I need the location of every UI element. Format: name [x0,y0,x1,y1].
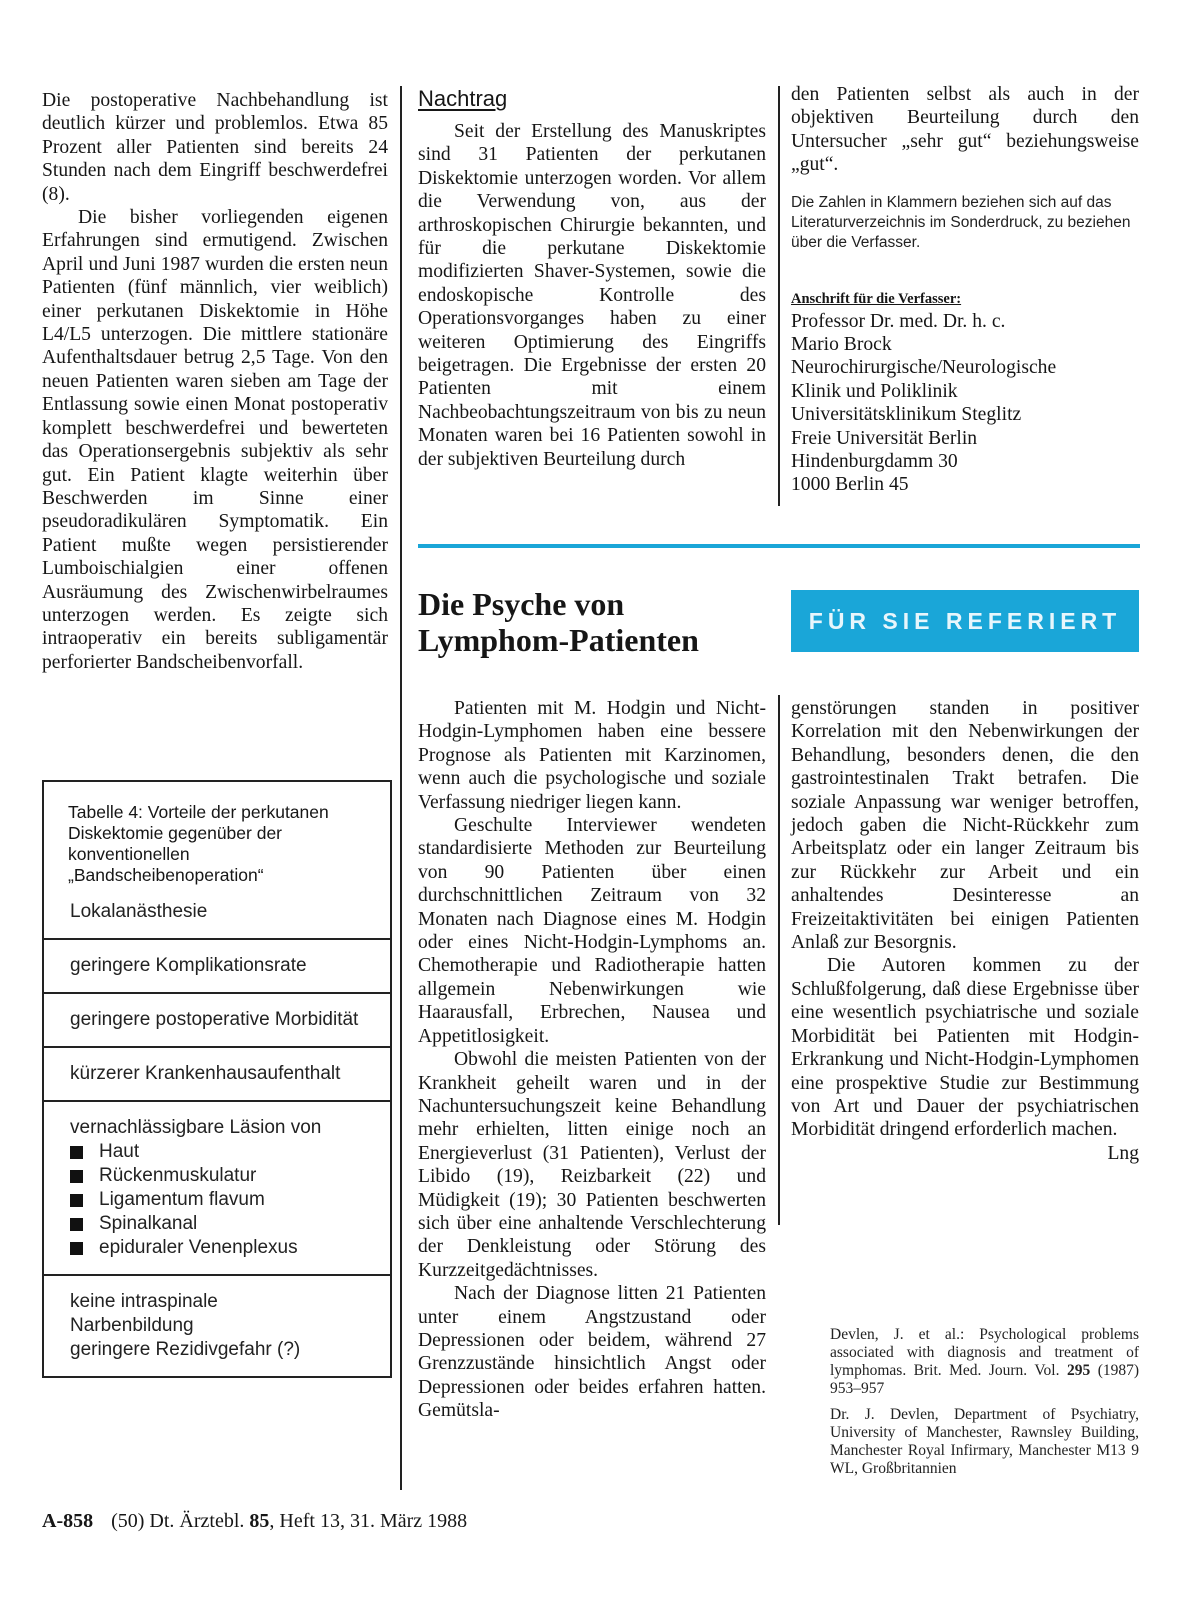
nachtrag-text: Seit der Erstellung des Manuskriptes sind 31 Patienten der perkutanen Diskektomie unterzogen worden. Vor allem die Verwendung von, aus der arthroskopischen Chirurgie bekannten, und für die perkutane Diskektomie modifizierten Shaver-Systemen, sowie die endoskopische Kontrolle des Operationsvorganges haben zu einer weiteren Optimierung des Eingriffs beigetragen. Die Ergebnisse der ersten 20 Patienten mit einem Nachbeobachtungszeitraum von bis zu neun Monaten waren bei 16 Patienten sowohl in der subjektiven Beurteilung durch [418,121,766,470]
article-title: Die Psyche von Lymphom-Patienten [418,586,699,658]
article-column-2 [791,697,1139,1165]
address-heading: Anschrift für die Verfasser: [791,290,962,307]
square-bullet-icon [70,1218,83,1231]
list-item [70,1164,376,1188]
paragraph: Die postoperative Nachbehandlung ist deutlich kürzer und problemlos. Etwa 85 Prozent aller Patienten sind bereits 24 Stunden nach dem Eingriff beschwerdefrei (8). [42,90,388,205]
address-block [791,291,1139,497]
nachtrag-section [418,86,766,471]
column-rule [778,86,780,506]
table-row-last [44,1274,390,1376]
table-row: geringere postoperative Morbidität [44,992,390,1046]
table-title: Tabelle 4: Vorteile der perkutanen Diskektomie gegenüber der konventionellen „Bandscheibenoperation“ [68,802,329,885]
left-column-text [42,89,388,674]
section-badge [791,590,1139,652]
table-row: kürzerer Krankenhausaufenthalt [44,1046,390,1100]
paragraph [791,954,1139,1164]
address-line: Neurochirurgische/Neurologische [791,357,1057,379]
citation-block [830,1326,1139,1478]
list-item [70,1188,376,1212]
page-footer [42,1510,467,1533]
list-item-label: Haut [99,1141,140,1162]
paragraph: Geschulte Interviewer wendeten standardisierte Methoden zur Beurteilung von 90 Patienten über einen durchschnittlichen Zeitraum von 32 Monaten nach Diagnose eines M. Hodgin oder eines Nicht-Hodgin-Lymphoms an. Chemotherapie und Radiotherapie hatten allgemein Nebenwirkungen wie Haarausfall, Erbrechen, Nausea und Appetitlosigkeit. [418,815,766,1047]
list-item [70,1236,376,1260]
citation: Devlen, J. et al.: Psychological problems associated with diagnosis and treatment of lymphomas. Brit. Med. Journ. Vol. 295 (1987) 953–957 [830,1326,1140,1397]
section-divider [418,544,1140,548]
table-line: keine intraspinale [70,1291,218,1312]
square-bullet-icon [70,1146,83,1159]
square-bullet-icon [70,1170,83,1183]
address-line: Universitätsklinikum Steglitz [791,404,1022,426]
list-item-label: Rückenmuskulatur [99,1165,257,1186]
address-line: Professor Dr. med. Dr. h. c. [791,310,1006,332]
paragraph: genstörungen standen in positiver Korrelation mit den Nebenwirkungen der Behandlung, besonders denen, die den gastrointestinalen Trakt betrafen. Die soziale Anpassung war weniger betroffen, jedoch gaben die Nicht-Rückkehr zum Arbeitsplatz oder ein langer Zeitraum bis zur Rückkehr zur Arbeit und ein anhaltendes Desinteresse an Freizeitaktivitäten bei einigen Patienten Anlaß zur Besorgnis. [791,698,1139,954]
table-4 [42,780,392,1378]
address-line: Mario Brock [791,334,892,356]
column-rule [400,86,402,1490]
list-item [70,1140,376,1164]
list-item-label: Spinalkanal [99,1213,198,1234]
article-column-1 [418,697,766,1423]
badge-label: FÜR SIE REFERIERT [808,607,1122,634]
lesion-label: vernachlässigbare Läsion von [70,1117,322,1138]
address-line: Hindenburgdamm 30 [791,451,958,473]
paragraph: Die bisher vorliegenden eigenen Erfahrungen sind ermutigend. Zwischen April und Juni 1987 wurden die ersten neun Patienten (fünf männlich, vier weiblich) einer perkutanen Diskektomie in Höhe L4/L5 unterzogen. Die mittlere stationäre Aufenthaltsdauer betrug 2,5 Tage. Von den neuen Patienten waren sieben am Tage der Entlassung sowie einen Monat postoperativ komplett beschwerdefrei und bewerteten das Operationsergebnis subjektiv als sehr gut. Ein Patient klagte weiterhin über Beschwerden im Sinne einer pseudoradikulären Symptomatik. Ein Patient mußte wegen persistierender Lumboischialgien einer offenen Ausräumung des Zwischenwirbelraumes unterzogen werden. Es zeigte sich intraoperativ ein bereits subligamentär perforierter Bandscheibenvorfall. [42,207,388,673]
square-bullet-icon [70,1242,83,1255]
continuation-text: den Patienten selbst als auch in der objektiven Beurteilung durch den Untersucher „sehr gut“ beziehungsweise „gut“. [791,84,1139,176]
list-item-label: Ligamentum flavum [99,1189,265,1210]
signature: Lng [1107,1142,1139,1164]
table-row: Lokalanästhesie [70,901,208,922]
list-item-label: epiduraler Venenplexus [99,1237,298,1258]
paragraph: Patienten mit M. Hodgin und Nicht-Hodgin-Lymphomen haben eine bessere Prognose als Patienten mit Karzinomen, wenn auch die psychologische und soziale Verfassung niedriger liegen kann. [418,698,766,813]
nachtrag-heading: Nachtrag [418,86,508,111]
paragraph-text: Die Autoren kommen zu der Schlußfolgerung, daß diese Ergebnisse über eine wesentlich psychiatrische und soziale Morbidität bei Patienten mit Hodgin-Erkrankung und Nicht-Hodgin-Lymphomen eine prospektive Studie zur Bestimmung von Art und Dauer der psychiatrischen Morbidität dringend erforderlich machen. [791,955,1139,1141]
table-row-lesion [44,1100,390,1274]
page-number: A-858 [42,1510,94,1532]
paragraph: Obwohl die meisten Patienten von der Krankheit geheilt waren und in der Nachuntersuchungszeit keine Behandlung mehr erhielten, litten einige noch an Energieverlust (31 Patienten), Verlust der Libido (19), Reizbarkeit (22) und Müdigkeit (19); 30 Patienten beschwerten sich über eine anhaltende Verschlechterung der Denkleistung oder Störung des Kurzzeitgedächtnisses. [418,1049,766,1281]
address-line: 1000 Berlin 45 [791,474,909,496]
address-line: Klinik und Poliklinik [791,380,958,402]
square-bullet-icon [70,1194,83,1207]
journal-issue: (50) Dt. Ärztebl. 85, Heft 13, 31. März 1988 [111,1510,468,1532]
paragraph: Nach der Diagnose litten 21 Patienten unter einem Angstzustand oder Depressionen oder beidem, während 27 Grenzzustände hinsichtlich Angst oder Depressionen oder beides erfahren hatten. Gemütsla- [418,1283,766,1422]
reference-note: Die Zahlen in Klammern beziehen sich auf das Literaturverzeichnis im Sonderdruck, zu beziehen über die Verfasser. [791,193,1131,251]
table-line: geringere Rezidivgefahr (?) [70,1339,301,1360]
list-item [70,1212,376,1236]
address-line: Freie Universität Berlin [791,427,978,449]
column-rule [778,695,780,1225]
author-address: Dr. J. Devlen, Department of Psychiatry, University of Manchester, Rawnsley Building, Manchester Royal Infirmary, Manchester M13 9 WL, Großbritannien [830,1406,1139,1477]
table-row: geringere Komplikationsrate [44,938,390,992]
nachtrag-continuation [791,83,1139,497]
table-line: Narbenbildung [70,1315,194,1336]
